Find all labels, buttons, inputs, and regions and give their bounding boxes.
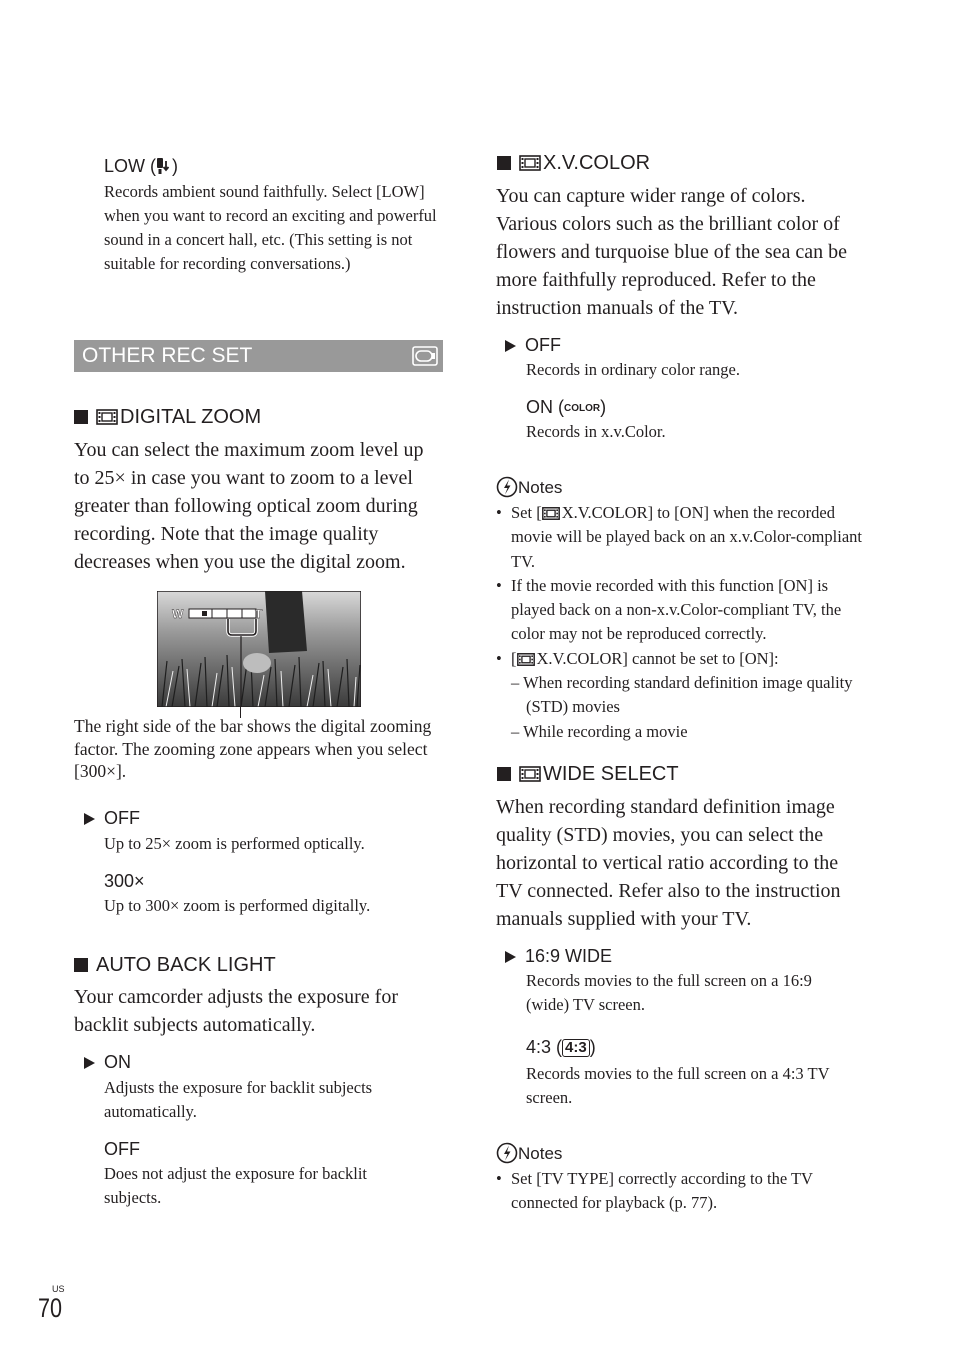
auto-back-light-off-desc: Does not adjust the exposure for backlit subjects.	[104, 1164, 368, 1207]
region-code: US	[52, 1284, 65, 1294]
digital-zoom-off-desc: Up to 25× zoom is performed optically.	[104, 834, 365, 853]
default-setting-icon	[84, 813, 95, 825]
low-option-desc: Records ambient sound faithfully. Select [LOW] when you want to record an exciting and powerful sound in a concert hall, etc. (This setting is not suitable for recording conversations.)	[104, 182, 437, 273]
digital-zoom-300-desc: Up to 300× zoom is performed digitally.	[104, 896, 371, 915]
square-bullet-icon	[497, 156, 511, 170]
movie-film-icon	[519, 765, 541, 783]
default-setting-icon	[84, 1057, 95, 1069]
auto-back-light-on-title: ON	[84, 1051, 131, 1073]
notes-icon	[496, 476, 518, 498]
movie-film-icon	[517, 652, 535, 667]
grass-scene-image	[157, 591, 361, 707]
note-item: • If the movie recorded with this function [ON] is played back on a non-x.v.Color-compliant TV, the color may not be reproduced correctly.	[496, 574, 868, 647]
zoom-caption: The right side of the bar shows the digital zooming factor. The zooming zone appears when you select [300×].	[74, 716, 432, 781]
aspect-4-3-icon: 4:3	[562, 1039, 590, 1057]
color-badge-icon: COLOR	[564, 403, 601, 414]
square-bullet-icon	[497, 767, 511, 781]
digital-zoom-intro: You can select the maximum zoom level up to 25× in case you want to zoom to a level greater than following optical zoom during recording. Note that the image quality decreases when you use the digital zoom.	[74, 439, 424, 573]
auto-back-light-heading: AUTO BACK LIGHT	[74, 953, 276, 977]
note-subitem: – While recording a movie	[511, 721, 688, 741]
digital-zoom-300-title: 300×	[104, 871, 145, 891]
digital-zoom-heading: DIGITAL ZOOM	[74, 405, 261, 429]
note-item: • Set [ X.V.COLOR] to [ON] when the recorded movie will be played back on an x.v.Color-compliant TV.	[496, 501, 868, 574]
auto-back-light-intro: Your camcorder adjusts the exposure for backlit subjects automatically.	[74, 986, 398, 1036]
movie-film-icon	[519, 154, 541, 172]
note-subitem: – When recording standard definition image quality (STD) movies	[511, 673, 853, 717]
square-bullet-icon	[74, 958, 88, 972]
auto-back-light-off-title: OFF	[104, 1139, 140, 1159]
notes-icon	[496, 1142, 518, 1164]
note-item: • [ X.V.COLOR] cannot be set to [ON]: – When recording standard definition image quality (STD) movies – While recording a movie	[496, 647, 868, 744]
wide-select-notes	[496, 1167, 858, 1216]
digital-zoom-off-title: OFF	[84, 807, 140, 829]
note-item: • Set [TV TYPE] correctly according to the TV connected for playback (p. 77).	[496, 1167, 858, 1216]
xv-color-off-desc: Records in ordinary color range.	[526, 360, 740, 379]
xv-color-notes-heading: Notes	[496, 476, 562, 499]
xv-color-on-desc: Records in x.v.Color.	[526, 422, 666, 441]
default-setting-icon	[505, 340, 516, 352]
xv-color-on-title: ON (COLOR)	[526, 397, 607, 417]
xv-color-intro: You can capture wider range of colors. Various colors such as the brilliant color of flowers and turquoise blue of the sea can be more faithfully reproduced. Refer to the instruction manuals of the TV.	[496, 185, 847, 319]
zoom-screen-illustration	[157, 591, 361, 707]
wide-select-notes-heading: Notes	[496, 1142, 562, 1165]
zoom-t-label: T	[255, 607, 263, 621]
movie-film-icon	[542, 506, 560, 521]
wide-select-169-desc: Records movies to the full screen on a 16:9 (wide) TV screen.	[526, 971, 812, 1014]
mic-low-icon	[156, 157, 172, 175]
wide-select-43-title: 4:3 ( 4:3 )	[526, 1037, 596, 1057]
wide-select-43-desc: Records movies to the full screen on a 4:3 TV screen.	[526, 1064, 830, 1107]
page-number: 70	[38, 1293, 63, 1323]
wide-select-intro: When recording standard definition image quality (STD) movies, you can select the horizontal to vertical ratio according to the TV connected. Refer also to the instruction manuals supplied with your TV.	[496, 796, 841, 930]
section-banner	[74, 340, 443, 372]
section-banner-title: OTHER REC SET	[82, 344, 253, 367]
low-option-title: LOW ( )	[104, 156, 178, 176]
camcorder-mode-icon	[412, 346, 438, 366]
movie-film-icon	[96, 408, 118, 426]
auto-back-light-on-desc: Adjusts the exposure for backlit subjects automatically.	[104, 1078, 373, 1121]
wide-select-heading: WIDE SELECT	[497, 762, 679, 786]
xv-color-off-title: OFF	[505, 334, 561, 356]
square-bullet-icon	[74, 410, 88, 424]
xv-color-notes	[496, 501, 868, 744]
wide-select-169-title: 16:9 WIDE	[505, 945, 612, 967]
zoom-w-label: W	[172, 607, 184, 621]
xv-color-heading: X.V.COLOR	[497, 151, 650, 175]
default-setting-icon	[505, 951, 516, 963]
